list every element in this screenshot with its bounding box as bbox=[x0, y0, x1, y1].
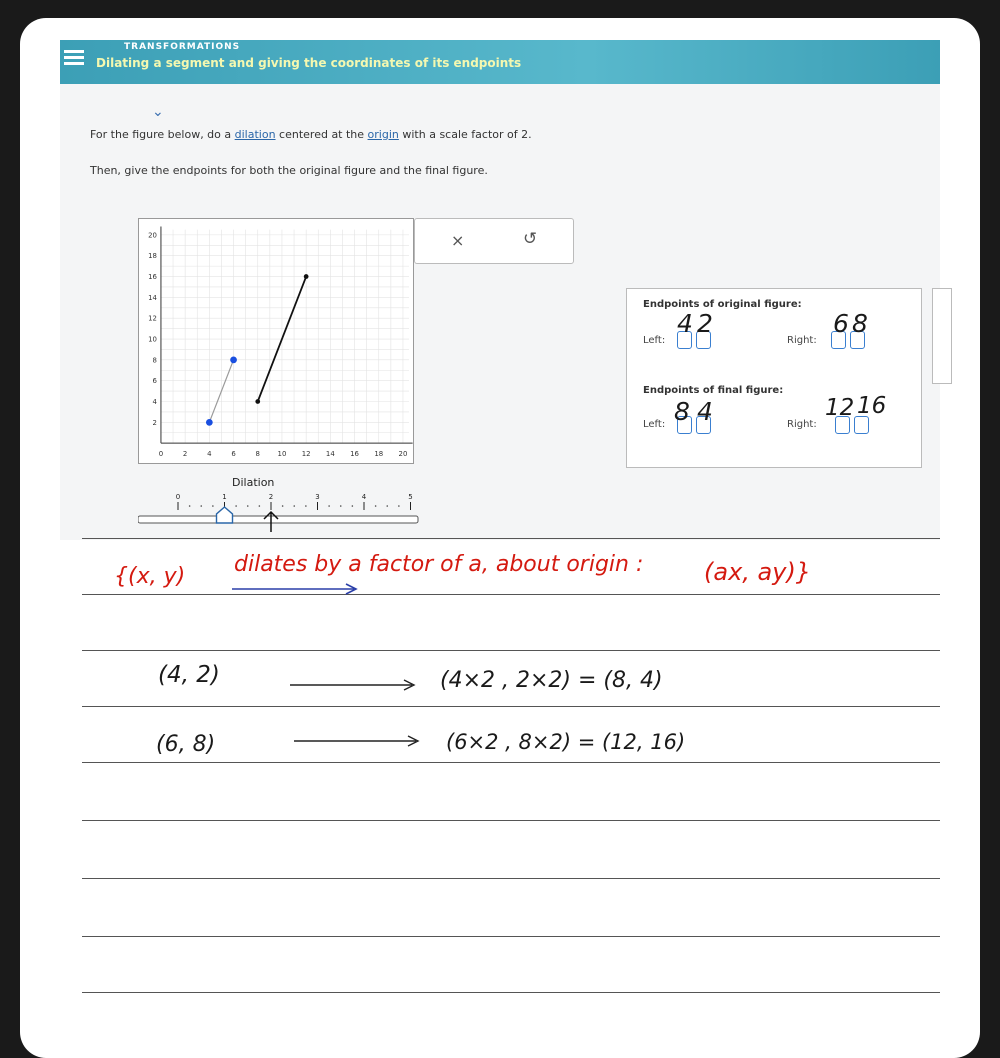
notebook-line bbox=[82, 992, 940, 993]
x-tick-label: 14 bbox=[325, 450, 335, 459]
slider-tick-label: 4 bbox=[361, 493, 367, 501]
original-left-x-value: 4 bbox=[677, 309, 693, 338]
slider-tick-label: 3 bbox=[315, 493, 320, 501]
original-left-y-value: 2 bbox=[697, 309, 713, 338]
original-right-y-value: 8 bbox=[852, 309, 868, 338]
x-tick-label: 0 bbox=[158, 450, 164, 459]
menu-icon[interactable] bbox=[64, 50, 84, 66]
y-tick-label: 16 bbox=[148, 273, 157, 282]
notebook-line bbox=[82, 538, 940, 539]
notebook-line bbox=[82, 820, 940, 821]
header-bar bbox=[60, 40, 940, 84]
tool-box bbox=[414, 218, 574, 264]
y-tick-label: 6 bbox=[152, 377, 157, 386]
final-endpoint-right bbox=[304, 274, 309, 279]
step2-to-note: (6×2 , 8×2) = (12, 16) bbox=[446, 730, 686, 754]
notebook-line bbox=[82, 706, 940, 707]
x-tick-label: 2 bbox=[182, 450, 188, 459]
app-screen bbox=[60, 40, 940, 540]
y-tick-label: 18 bbox=[148, 252, 157, 261]
final-right-x-value: 12 bbox=[825, 395, 855, 421]
x-tick-label: 6 bbox=[231, 450, 236, 459]
lesson-subtitle: Dilating a segment and giving the coordinates of its endpoints bbox=[96, 56, 522, 70]
y-tick-label: 10 bbox=[148, 335, 157, 344]
side-tab[interactable] bbox=[932, 288, 952, 384]
y-tick-label: 4 bbox=[152, 397, 157, 406]
notebook-line bbox=[82, 650, 940, 651]
y-tick-label: 8 bbox=[152, 356, 157, 365]
x-tick-label: 12 bbox=[301, 450, 311, 459]
final-left-y-value: 4 bbox=[697, 397, 713, 426]
x-tick-label: 18 bbox=[374, 450, 384, 459]
rule-arrow-icon bbox=[230, 582, 362, 596]
notebook-line bbox=[82, 936, 940, 937]
slider-handle bbox=[217, 507, 233, 523]
slider-label: Dilation bbox=[232, 476, 275, 489]
notebook-line bbox=[82, 878, 940, 879]
dilation-slider[interactable] bbox=[138, 492, 420, 532]
instruction-line-2: Then, give the endpoints for both the original figure and the final figure. bbox=[90, 164, 488, 177]
x-tick-label: 20 bbox=[398, 450, 408, 459]
rule-open-note: {(x, y) bbox=[114, 564, 186, 589]
slider-tick-label: 2 bbox=[268, 493, 274, 501]
original-right-x-value: 6 bbox=[833, 309, 849, 338]
slider-tick-label: 1 bbox=[222, 493, 227, 501]
final-endpoint-left bbox=[255, 399, 260, 404]
rule-text-note: dilates by a factor of a, about origin : bbox=[234, 552, 644, 577]
y-tick-label: 2 bbox=[152, 418, 157, 427]
y-tick-label: 14 bbox=[148, 293, 157, 302]
slider-tick-label: 0 bbox=[175, 493, 181, 501]
final-right-y-value: 16 bbox=[857, 393, 887, 419]
final-right-label: Right: bbox=[787, 419, 817, 430]
graph-ticks bbox=[148, 231, 407, 458]
y-tick-label: 12 bbox=[148, 314, 157, 323]
final-left-x-value: 8 bbox=[674, 397, 690, 426]
dilation-link[interactable]: dilation bbox=[234, 128, 276, 141]
notebook-line bbox=[82, 594, 940, 595]
y-tick-label: 20 bbox=[148, 231, 157, 240]
rule-close-note: (ax, ay)} bbox=[704, 558, 812, 586]
final-endpoints-heading: Endpoints of final figure: bbox=[643, 385, 784, 396]
coordinate-graph[interactable] bbox=[138, 218, 414, 464]
origin-link[interactable]: origin bbox=[367, 128, 399, 141]
answer-panel bbox=[626, 288, 922, 468]
slider-tick-label: 5 bbox=[408, 493, 413, 501]
original-left-label: Left: bbox=[643, 335, 666, 346]
notebook-line bbox=[82, 762, 940, 763]
final-left-label: Left: bbox=[643, 419, 666, 430]
graph-grid bbox=[161, 227, 413, 444]
step2-arrow-icon bbox=[292, 734, 424, 748]
x-tick-label: 16 bbox=[350, 450, 359, 459]
original-endpoint-right bbox=[230, 356, 237, 363]
chevron-down-icon[interactable]: ⌄ bbox=[152, 104, 164, 120]
x-tick-label: 4 bbox=[207, 450, 212, 459]
instruction-line-1: For the figure below, do a dilation centered at the origin with a scale factor of 2. bbox=[90, 128, 532, 141]
clear-icon[interactable]: × bbox=[451, 231, 465, 250]
topic-title: TRANSFORMATIONS bbox=[124, 42, 241, 52]
original-right-label: Right: bbox=[787, 335, 817, 346]
step1-arrow-icon bbox=[288, 678, 420, 692]
original-endpoints-heading: Endpoints of original figure: bbox=[643, 299, 802, 310]
original-endpoint-left bbox=[206, 419, 213, 426]
step1-from-note: (4, 2) bbox=[158, 662, 220, 688]
x-tick-label: 8 bbox=[255, 450, 260, 459]
step2-from-note: (6, 8) bbox=[156, 732, 216, 757]
x-tick-label: 10 bbox=[277, 450, 287, 459]
undo-icon[interactable]: ↺ bbox=[523, 229, 538, 249]
paper-sheet bbox=[20, 18, 980, 1058]
step1-to-note: (4×2 , 2×2) = (8, 4) bbox=[440, 668, 663, 693]
